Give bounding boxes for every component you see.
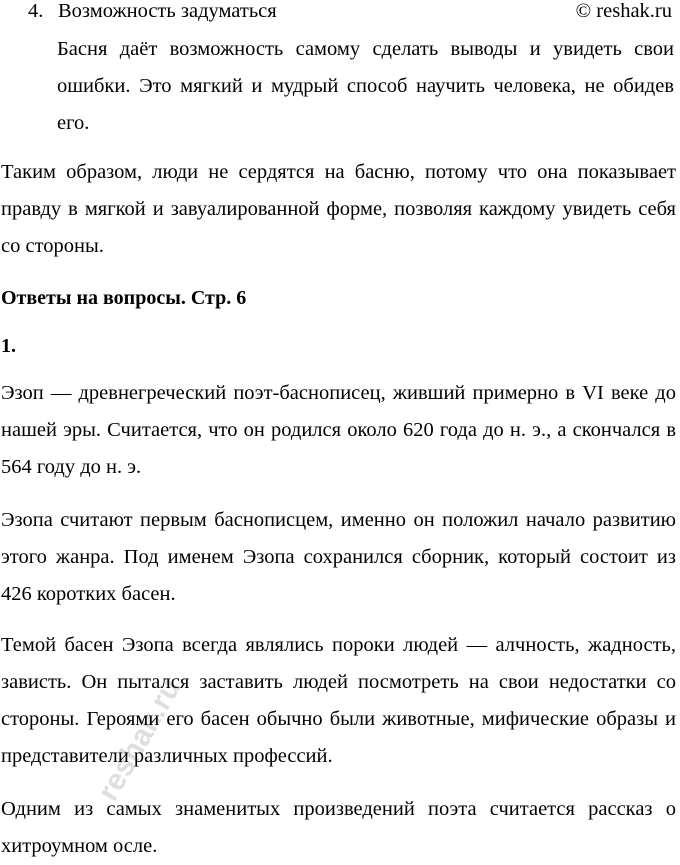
paragraph-conclusion: Таким образом, люди не сердятся на басню, потому что она показывает правду в мягкой и завуалированной форме, позволяя каждому увидеть себя со стороны.: [1, 161, 676, 257]
list-item-number: 4.: [28, 0, 44, 22]
question-number-1: 1.: [1, 335, 16, 357]
brand-mark: [576, 0, 672, 30]
paragraph-aesop-famous-work: Одним из самых знаменитых произведений поэта считается рассказ о хитроумном осле.: [1, 798, 676, 857]
paragraph-aesop-themes: Темой басен Эзопа всегда являлись пороки людей — алчность, жадность, зависть. Он пытался заставить людей посмотреть на свои недостатки со стороны. Героями его басен обычно были животные, мифические образы и представители различных профессий.: [1, 634, 676, 767]
list-item-heading: [28, 0, 398, 30]
watermark-text: reshak.ru: [91, 673, 188, 807]
paragraph-fable-intro: Басня даёт возможность самому сделать выводы и увидеть свои ошибки. Это мягкий и мудрый способ научить человека, не обидев его.: [57, 38, 674, 134]
paragraph-aesop-genre: Эзопа считают первым баснописцем, именно он положил начало развитию этого жанра. Под именем Эзопа сохранился сборник, который состоит из 426 коротких басен.: [1, 509, 676, 605]
paragraph-aesop-bio: Эзоп — древнегреческий поэт-баснописец, живший примерно в VI веке до нашей эры. Считается, что он родился около 620 года до н. э., а скончался в 564 году до н. э.: [1, 382, 676, 478]
list-item-title: Возможность задуматься: [58, 0, 277, 22]
brand-text: © reshak.ru: [575, 0, 672, 22]
section-heading-answers: Ответы на вопросы. Стр. 6: [1, 287, 247, 309]
